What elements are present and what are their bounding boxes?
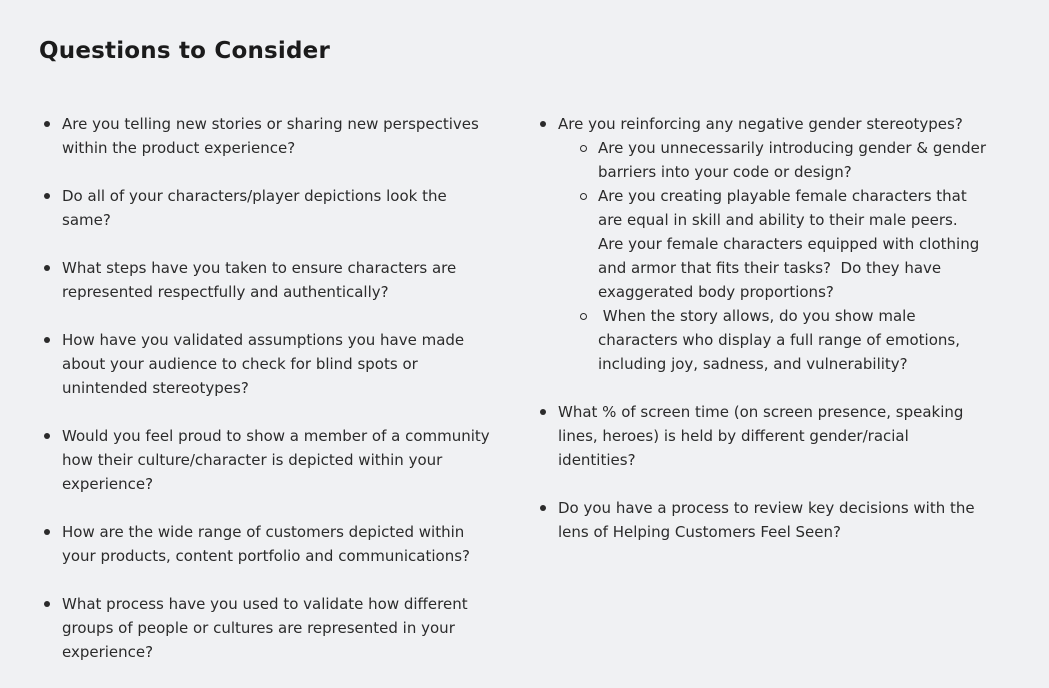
right-question-list [536,112,986,568]
question-text: Are you reinforcing any negative gender stereotypes? [558,115,963,133]
sub-question-text: Are you unnecessarily introducing gender & gender barriers into your code or design? [598,139,987,181]
question-text: Are you telling new stories or sharing new perspectives within the product experience? [62,115,479,157]
sub-question-text: When the story allows, do you show male characters who display a full range of emotions, including joy, sadness, and vulnerability? [598,307,965,373]
question-text: What steps have you taken to ensure characters are represented respectfully and authentically? [62,259,457,301]
list-item [536,400,986,472]
question-text: What process have you used to validate how different groups of people or cultures are represented in your experience? [62,595,468,661]
list-item [536,496,986,544]
list-item [40,520,500,568]
question-text: What % of screen time (on screen presence, speaking lines, heroes) is held by different gender/racial identities? [558,403,964,469]
sub-list-item [598,136,986,184]
sub-list-item [598,304,986,376]
list-item [40,424,500,496]
sub-question-list [558,136,986,376]
list-item [536,112,986,376]
page-title: Questions to Consider [39,38,331,64]
question-text: How have you validated assumptions you have made about your audience to check for blind spots or unintended stereotypes? [62,331,465,397]
list-item [40,328,500,400]
list-item [40,592,500,664]
left-question-list [40,112,500,688]
question-text: How are the wide range of customers depicted within your products, content portfolio and communications? [62,523,470,565]
question-text: Would you feel proud to show a member of a community how their culture/character is depicted within your experience? [62,427,490,493]
question-text: Do all of your characters/player depictions look the same? [62,187,447,229]
list-item [40,256,500,304]
list-item [40,184,500,232]
question-text: Do you have a process to review key decisions with the lens of Helping Customers Feel Seen? [558,499,975,541]
sub-list-item [598,184,986,304]
sub-question-text: Are you creating playable female characters that are equal in skill and ability to their male peers. Are your female characters equipped with clothing and armor that fits their tasks? Do they have exaggerated body proportions? [598,187,985,301]
list-item [40,112,500,160]
